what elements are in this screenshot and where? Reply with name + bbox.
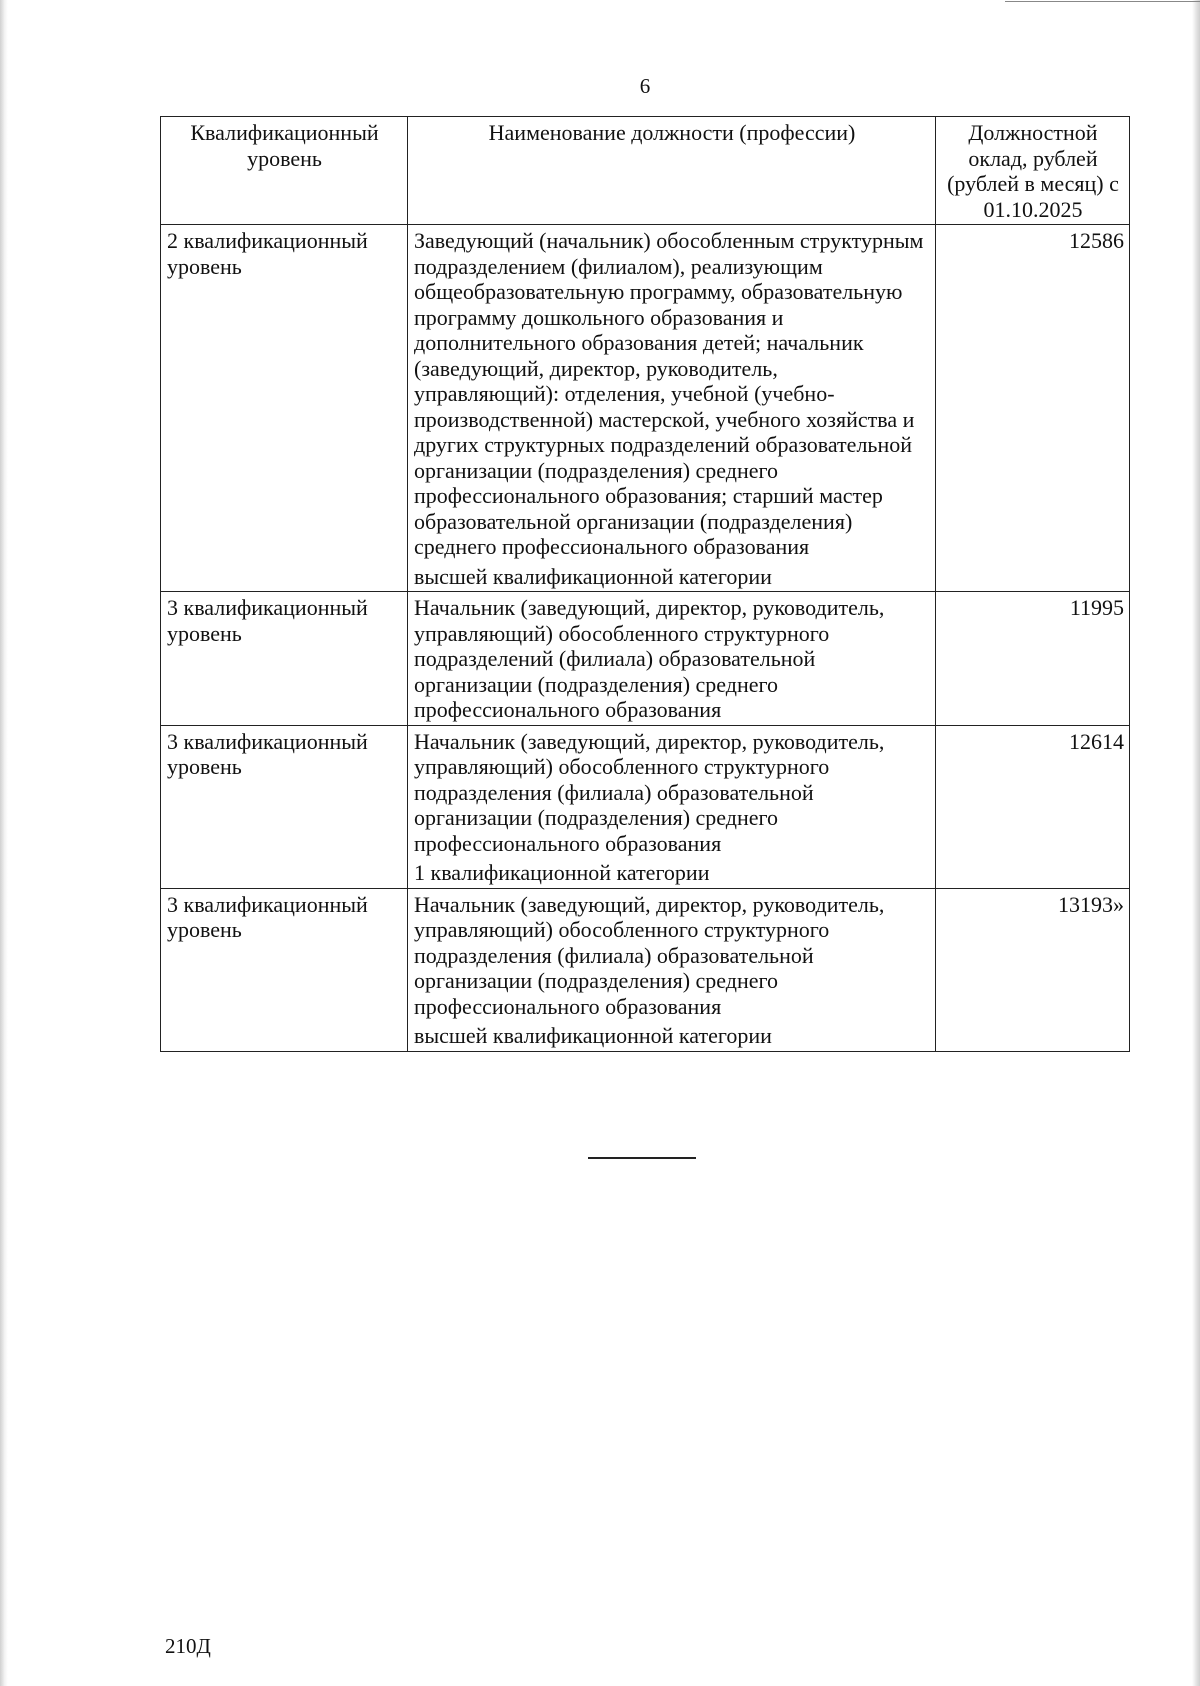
- salary-cell: 12614: [936, 725, 1130, 888]
- header-qualification-level: Квалификационный уровень: [161, 117, 408, 225]
- document-code: 210Д: [165, 1634, 211, 1658]
- category-text: 1 квалификационной категории: [414, 860, 710, 885]
- scan-edge-right: [1192, 0, 1200, 1686]
- header-salary: Должностной оклад, рублей (рублей в месяц) с 01.10.2025: [936, 117, 1130, 225]
- level-text: 3 квалификационный уровень: [167, 595, 368, 646]
- position-text: Заведующий (начальник) обособленным структурным подразделением (филиалом), реализующим общеобразовательную программу, образовательную программу дошкольного образования и дополнительного образования детей; начальник (заведующий, директор, руководитель, управляющий): отделения, учебной (учебно-производственной) мастерской, учебного хозяйства и других структурных подразделений образовательной организации (подразделения) среднего профессионального образования; старший мастер образовательной организации (подразделения) среднего профессионального образования: [414, 228, 924, 559]
- level-cell: [161, 888, 408, 1051]
- table-header-row: [161, 117, 1130, 225]
- scan-edge-top: [1005, 1, 1200, 2]
- position-cell: [408, 725, 936, 888]
- level-cell: [161, 592, 408, 726]
- table-row: [161, 725, 1130, 888]
- table-row: [161, 225, 1130, 592]
- end-of-document-rule: [588, 1157, 696, 1159]
- table-row: [161, 592, 1130, 726]
- category-text: высшей квалификационной категории: [414, 1023, 772, 1048]
- position-text: Начальник (заведующий, директор, руководитель, управляющий) обособленного структурного подразделения (филиала) образовательной организации (подразделения) среднего профессионального образования: [414, 891, 885, 1019]
- position-cell: [408, 888, 936, 1051]
- position-text: Начальник (заведующий, директор, руководитель, управляющий) обособленного структурного подразделения (филиала) образовательной организации (подразделения) среднего профессионального образования: [414, 728, 885, 856]
- level-text: 2 квалификационный уровень: [167, 228, 368, 279]
- category-text: высшей квалификационной категории: [414, 563, 772, 589]
- level-cell: [161, 225, 408, 592]
- scan-edge-left: [0, 0, 8, 1686]
- table-row: [161, 888, 1130, 1051]
- page-number: 6: [639, 74, 651, 98]
- salary-cell: 11995: [936, 592, 1130, 726]
- level-text: 3 квалификационный уровень: [167, 728, 368, 779]
- position-cell: [408, 592, 936, 726]
- header-position-name: Наименование должности (профессии): [408, 117, 936, 225]
- level-cell: [161, 725, 408, 888]
- position-text: Начальник (заведующий, директор, руководитель, управляющий) обособленного структурного подразделений (филиала) образовательной организации (подразделения) среднего профессионального образования: [414, 595, 885, 722]
- salary-cell: 12586: [936, 225, 1130, 592]
- salary-table: [160, 116, 1130, 1052]
- position-cell: [408, 225, 936, 592]
- level-text: 3 квалификационный уровень: [167, 891, 368, 942]
- salary-cell: 13193»: [936, 888, 1130, 1051]
